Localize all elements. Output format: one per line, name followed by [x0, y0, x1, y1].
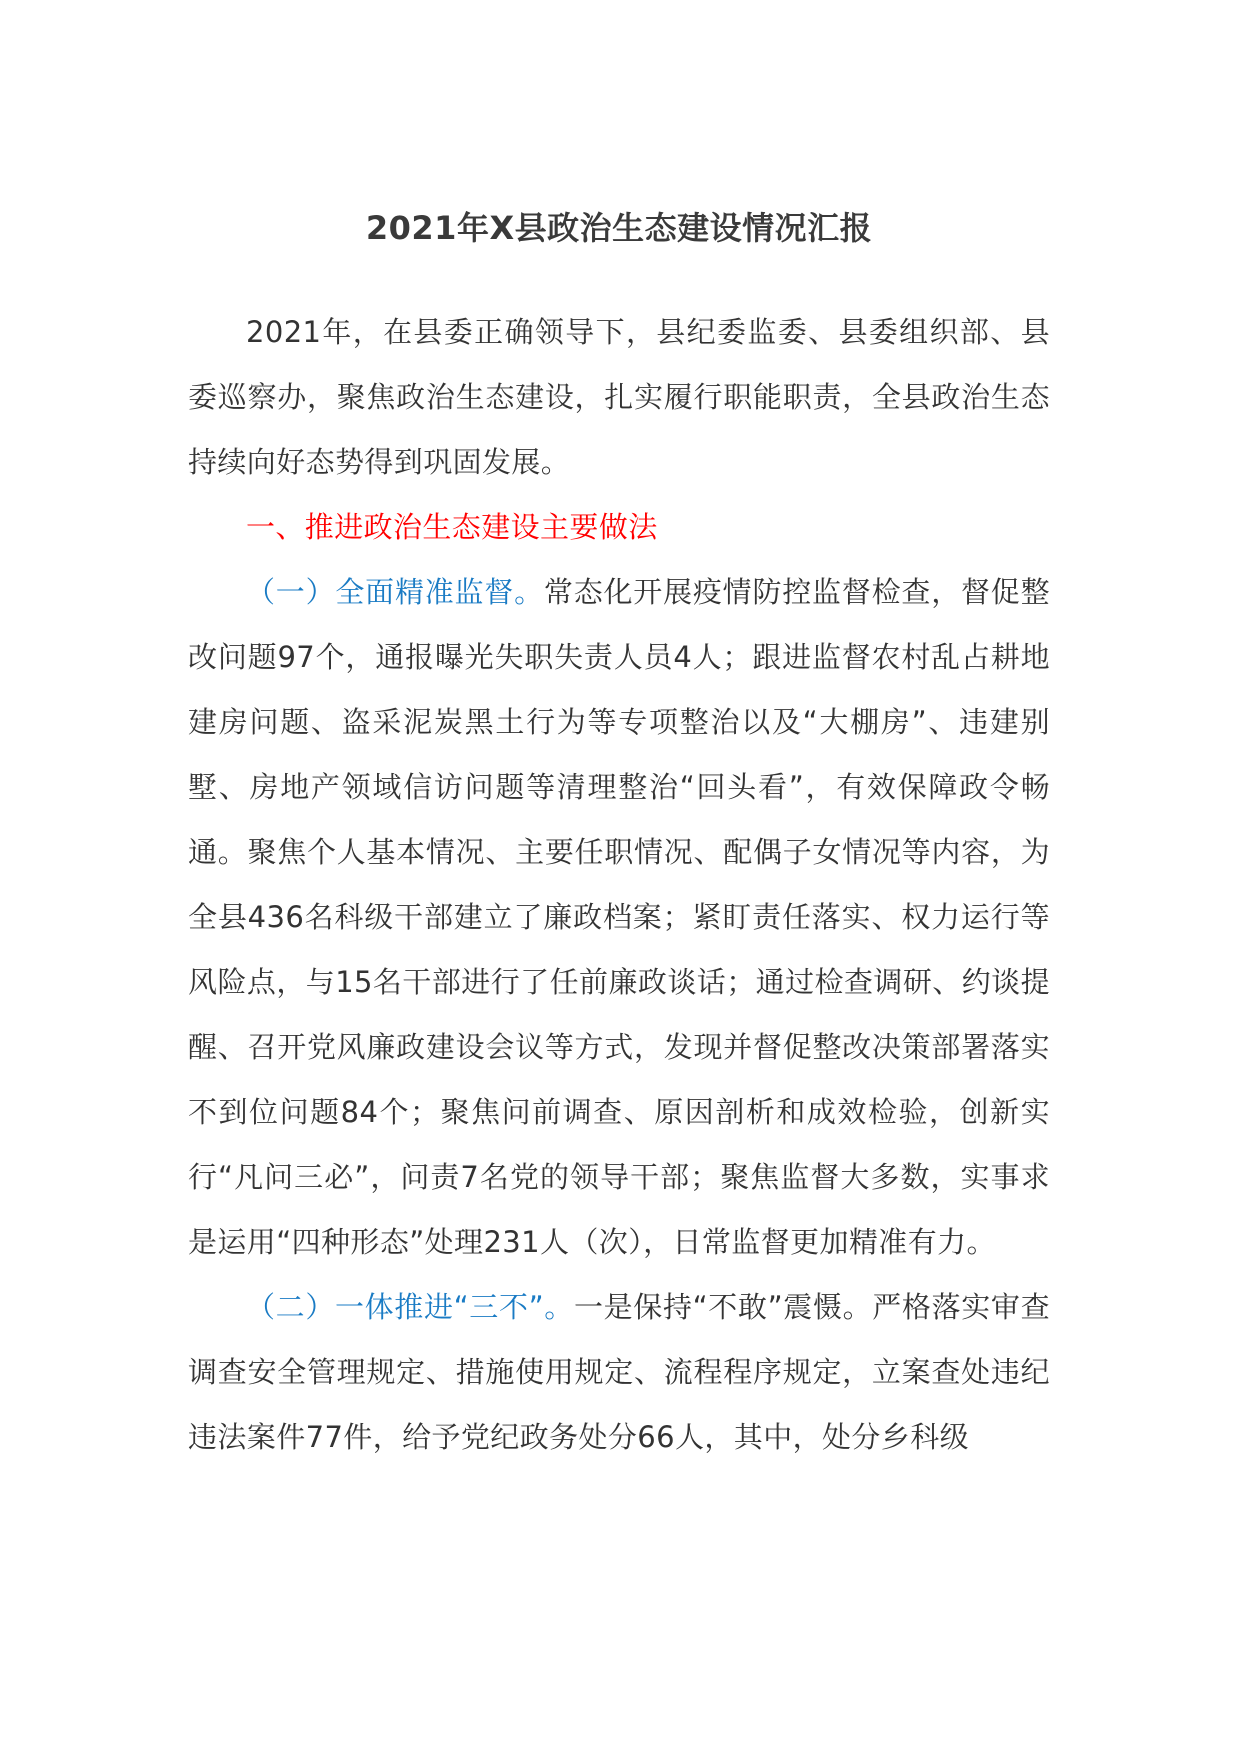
subheading-supervision: （一）全面精准监督。	[246, 575, 544, 609]
section-heading	[188, 495, 1050, 560]
section-heading-text: 一、推进政治生态建设主要做法	[246, 510, 658, 544]
subheading-three-nots: （二）一体推进“三不”。	[246, 1290, 574, 1324]
intro-paragraph: 2021年，在县委正确领导下，县纪委监委、县委组织部、县委巡察办，聚焦政治生态建设，扎实履行职能职责，全县政治生态持续向好态势得到巩固发展。	[188, 315, 1050, 479]
paragraph-three-nots-text: 一是保持“不敢”震慑。严格落实审查调查安全管理规定、措施使用规定、流程程序规定，立案查处违纪违法案件77件，给予党纪政务处分66人，其中，处分乡科级	[188, 1290, 1050, 1454]
document-body	[188, 300, 1050, 1470]
paragraph-supervision-text: 常态化开展疫情防控监督检查，督促整改问题97个，通报曝光失职失责人员4人；跟进监督农村乱占耕地建房问题、盗采泥炭黑土行为等专项整治以及“大棚房”、违建别墅、房地产领域信访问题等清理整治“回头看”，有效保障政令畅通。聚焦个人基本情况、主要任职情况、配偶子女情况等内容，为全县436名科级干部建立了廉政档案；紧盯责任落实、权力运行等风险点，与15名干部进行了任前廉政谈话；通过检查调研、约谈提醒、召开党风廉政建设会议等方式，发现并督促整改决策部署落实不到位问题84个；聚焦问前调查、原因剖析和成效检验，创新实行“凡问三必”，问责7名党的领导干部；聚焦监督大多数，实事求是运用“四种形态”处理231人（次），日常监督更加精准有力。	[188, 575, 1050, 1259]
paragraph-supervision	[188, 560, 1050, 1275]
document-title: 2021年X县政治生态建设情况汇报	[365, 209, 873, 247]
paragraph-three-nots	[188, 1275, 1050, 1470]
